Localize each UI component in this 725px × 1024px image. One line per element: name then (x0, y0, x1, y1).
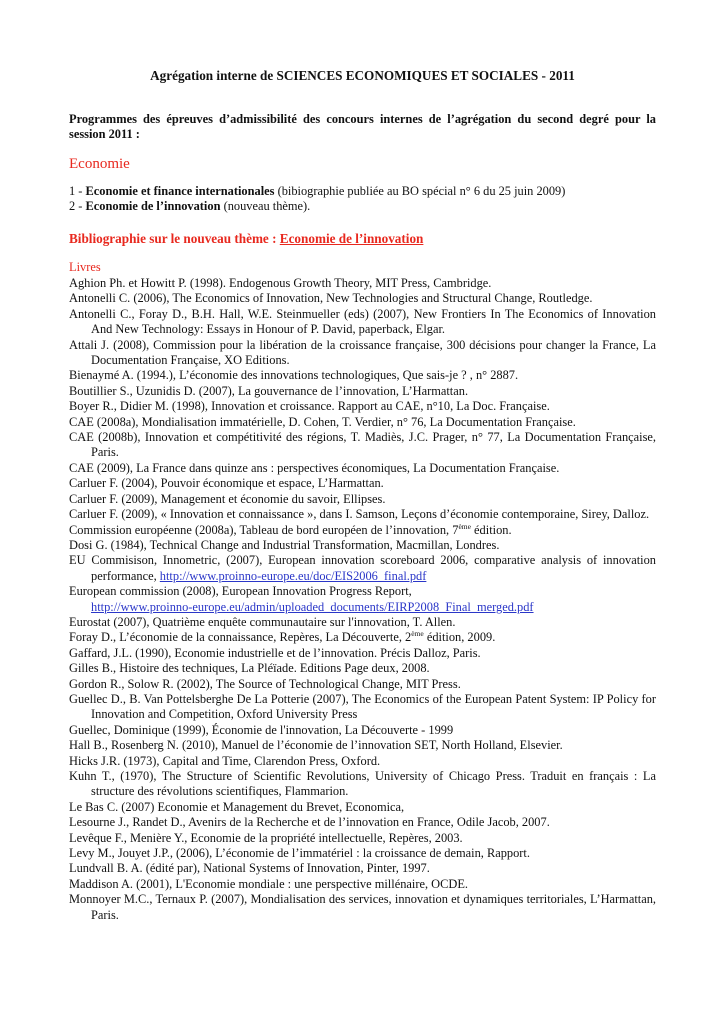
programme-item: 2 - Economie de l’innovation (nouveau thème). (69, 199, 311, 213)
livres-label: Livres (69, 260, 101, 274)
eis2006-link[interactable]: http://www.proinno-europe.eu/doc/EIS2006_final.pdf (159, 568, 427, 583)
reference-item: CAE (2008a), Mondialisation immatérielle, D. Cohen, T. Verdier, n° 76, La Documentation Française. (69, 414, 576, 429)
reference-item: Gilles B., Histoire des techniques, La Pléïade. Editions Page deux, 2008. (69, 661, 430, 676)
reference-item: Monnoyer M.C., Ternaux P. (2007), Mondialisation des services, innovation et dynamiques territoriales, L’Harmattan, Paris. (69, 892, 656, 922)
intro-paragraph: Programmes des épreuves d’admissibilité des concours internes de l’agrégation du second degré pour la session 2011 : (69, 112, 656, 141)
document-page (69, 68, 656, 923)
reference-item: Boutillier S., Uzunidis D. (2007), La gouvernance de l’innovation, L’Harmattan. (69, 383, 469, 398)
programme-item: 1 - Economie et finance internationales (bibiographie publiée au BO spécial n° 6 du 25 juin 2009) (69, 184, 566, 198)
reference-item: Lesourne J., Randet D., Avenirs de la Recherche et de l’innovation en France, Odile Jacob, 2007. (69, 815, 550, 830)
reference-item: Kuhn T., (1970), The Structure of Scientific Revolutions, University of Chicago Press. Traduit en français : La structure des révolutions scientifiques, Flammarion. (69, 769, 656, 799)
reference-list (69, 276, 656, 923)
reference-item: Carluer F. (2009), « Innovation et connaissance », dans I. Samson, Leçons d’économie contemporaine, Sirey, Dalloz. (69, 507, 650, 522)
reference-item: Gordon R., Solow R. (2002), The Source of Technological Change, MIT Press. (69, 676, 461, 691)
reference-item: CAE (2009), La France dans quinze ans : perspectives économiques, La Documentation Française. (69, 460, 560, 475)
reference-item: Eurostat (2007), Quatrième enquête communautaire sur l'innovation, T. Allen. (69, 614, 456, 629)
eirp2008-link[interactable]: http://www.proinno-europe.eu/admin/uploaded_documents/EIRP2008_Final_merged.pdf (91, 599, 534, 614)
reference-item: Carluer F. (2009), Management et économie du savoir, Ellipses. (69, 491, 386, 506)
programmes-list (69, 184, 656, 214)
reference-item: Maddison A. (2001), L'Economie mondiale : une perspective millénaire, OCDE. (69, 876, 468, 891)
reference-item: EU Commisison, Innometric, (2007), European innovation scoreboard 2006, comparative analysis of innovation performance, http://www.proinno-europe.eu/doc/EIS2006_final.pdf (69, 553, 656, 583)
reference-item: Foray D., L’économie de la connaissance, Repères, La Découverte, 2ème édition, 2009. (69, 629, 496, 645)
reference-item: Commission européenne (2008a), Tableau de bord européen de l’innovation, 7ème édition. (69, 521, 512, 537)
reference-item: Levêque F., Menière Y., Economie de la propriété intellectuelle, Repères, 2003. (69, 830, 463, 845)
reference-item: Boyer R., Didier M. (1998), Innovation et croissance. Rapport au CAE, n°10, La Doc. Française. (69, 399, 550, 414)
reference-item: Dosi G. (1984), Technical Change and Industrial Transformation, Macmillan, Londres. (69, 537, 500, 552)
reference-item: Guellec, Dominique (1999), Économie de l'innovation, La Découverte - 1999 (69, 722, 454, 737)
reference-item: Bienaymé A. (1994.), L’économie des innovations technologiques, Que sais-je ? , n° 2887. (69, 368, 519, 383)
reference-item: Aghion Ph. et Howitt P. (1998). Endogenous Growth Theory, MIT Press, Cambridge. (69, 276, 492, 290)
reference-item: European commission (2008), European Innovation Progress Report, http://www.proinno-europe.eu/admin/uploaded_documents/EIRP2008_Final_merged.pdf (69, 584, 534, 614)
reference-item: Attali J. (2008), Commission pour la libération de la croissance française, 300 décisions pour changer la France, La Documentation Française, XO Editions. (69, 337, 656, 368)
reference-item: Carluer F. (2004), Pouvoir économique et espace, L’Harmattan. (69, 476, 384, 491)
reference-item: Gaffard, J.L. (1990), Economie industrielle et de l’innovation. Précis Dalloz, Paris. (69, 645, 481, 660)
economie-heading: Economie (69, 156, 130, 172)
reference-item: Levy M., Jouyet J.P., (2006), L’économie de l’immatériel : la croissance de demain, Rapport. (69, 846, 530, 861)
reference-item: CAE (2008b), Innovation et compétitivité des régions, T. Madiès, J.C. Prager, n° 77, La Documentation Française, Paris. (69, 430, 656, 460)
programme-name: Economie de l’innovation (85, 199, 221, 213)
reference-item: Le Bas C. (2007) Economie et Management du Brevet, Economica, (69, 799, 405, 814)
reference-item: Guellec D., B. Van Pottelsberghe De La Potterie (2007), The Economics of the European Patent System: IP Policy for Innovation and Competition, Oxford University Press (69, 691, 656, 722)
programme-name: Economie et finance internationales (85, 184, 275, 198)
bibliography-theme: Economie de l’innovation (279, 231, 424, 246)
document-title: Agrégation interne de SCIENCES ECONOMIQUES ET SOCIALES - 2011 (150, 68, 575, 83)
reference-item: Antonelli C. (2006), The Economics of Innovation, New Technologies and Structural Change, Routledge. (69, 291, 593, 306)
reference-item: Hall B., Rosenberg N. (2010), Manuel de l’économie de l’innovation SET, North Holland, Elsevier. (69, 738, 563, 753)
reference-item: Antonelli C., Foray D., B.H. Hall, W.E. Steinmueller (eds) (2007), New Frontiers In The Economics of Innovation And New Technology: Essays in Honour of P. David, paperback, Elgar. (69, 306, 656, 337)
reference-item: Lundvall B. A. (édité par), National Systems of Innovation, Pinter, 1997. (69, 861, 430, 876)
reference-item: Hicks J.R. (1973), Capital and Time, Clarendon Press, Oxford. (69, 753, 381, 768)
bibliography-heading: Bibliographie sur le nouveau thème : Economie de l’innovation (69, 231, 424, 246)
